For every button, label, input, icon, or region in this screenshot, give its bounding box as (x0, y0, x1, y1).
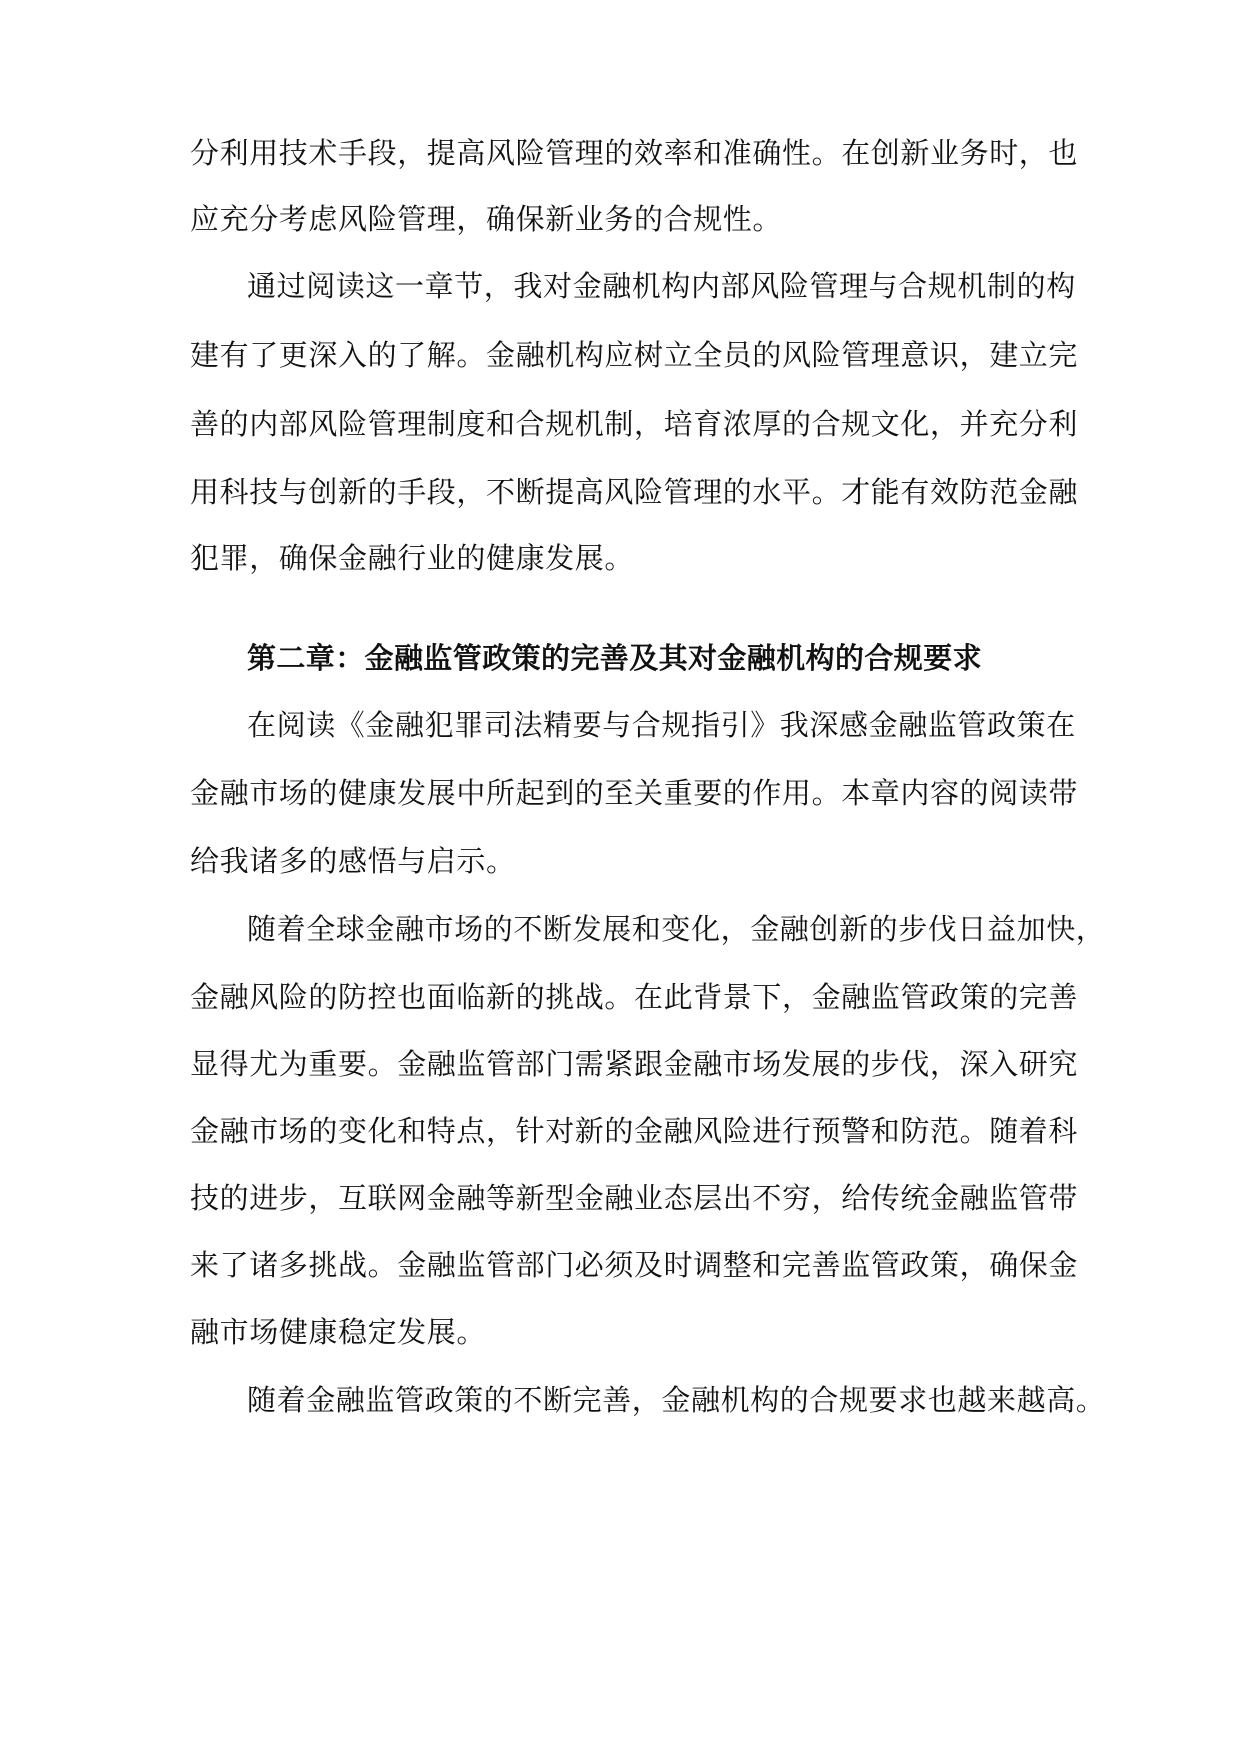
paragraph-line: 应充分考虑风险管理，确保新业务的合规性。 (190, 202, 783, 236)
paragraph-line: 随着金融监管政策的不断完善，金融机构的合规要求也越来越高。 (247, 1383, 1106, 1417)
paragraph-line: 金融市场的变化和特点，针对新的金融风险进行预警和防范。随着科 (190, 1114, 1079, 1148)
paragraph-line: 用科技与创新的手段，不断提高风险管理的水平。才能有效防范金融 (190, 475, 1079, 509)
paragraph-line: 分利用技术手段，提高风险管理的效率和准确性。在创新业务时，也 (190, 136, 1079, 170)
paragraph-line: 在阅读《金融犯罪司法精要与合规指引》我深感金融监管政策在 (247, 708, 1076, 742)
paragraph-line: 金融风险的防控也面临新的挑战。在此背景下，金融监管政策的完善 (190, 980, 1079, 1014)
paragraph-line: 显得尤为重要。金融监管部门需紧跟金融市场发展的步伐，深入研究 (190, 1047, 1079, 1081)
paragraph-line: 来了诸多挑战。金融监管部门必须及时调整和完善监管政策，确保金 (190, 1248, 1079, 1282)
paragraph-line: 金融市场的健康发展中所起到的至关重要的作用。本章内容的阅读带 (190, 776, 1079, 810)
paragraph-line: 给我诸多的感悟与启示。 (190, 844, 516, 878)
paragraph-line: 犯罪，确保金融行业的健康发展。 (190, 541, 635, 575)
paragraph-line: 通过阅读这一章节，我对金融机构内部风险管理与合规机制的构 (247, 269, 1076, 303)
paragraph-line: 随着全球金融市场的不断发展和变化，金融创新的步伐日益加快， (247, 912, 1106, 946)
paragraph-line: 融市场健康稳定发展。 (190, 1315, 487, 1349)
paragraph-line: 技的进步，互联网金融等新型金融业态层出不穷，给传统金融监管带 (190, 1181, 1079, 1215)
paragraph-line: 善的内部风险管理制度和合规机制，培育浓厚的合规文化，并充分利 (190, 407, 1079, 441)
paragraph-line: 建有了更深入的了解。金融机构应树立全员的风险管理意识，建立完 (190, 338, 1079, 372)
chapter-heading: 第二章：金融监管政策的完善及其对金融机构的合规要求 (247, 641, 983, 675)
